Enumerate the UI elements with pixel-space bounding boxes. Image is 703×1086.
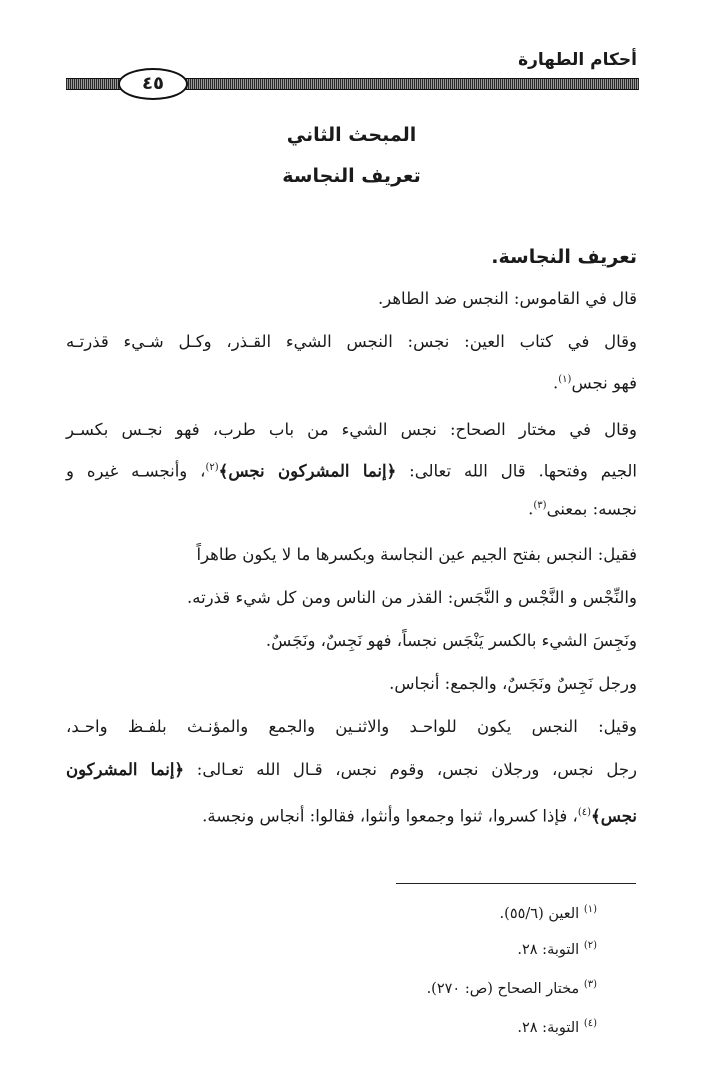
footnote-ref: (٣)	[533, 500, 547, 511]
body-line: ونَجِسَ الشيء بالكسر يَنْجَس نجساً، فهو نَجِسٌ، ونَجَسٌ.	[265, 631, 637, 650]
footnote-ref: (٤)	[577, 807, 592, 818]
body-line	[528, 494, 637, 522]
quran-verse: ﴿إنما المشركون نجس﴾	[218, 461, 397, 481]
body-line: وقال في كتاب العين: نجس: النجس الشيء القـذر، وكـل شـيء قذرتـه	[66, 332, 637, 351]
footnote-number: (٤)	[583, 1018, 597, 1029]
body-text: الجيم وفتحها. قال الله تعالى:	[396, 461, 637, 481]
footnote-number: (٢)	[583, 940, 597, 951]
footnote-text: مختار الصحاح (ص: ٢٧٠).	[426, 980, 580, 997]
body-text: نجسه: بمعنى	[546, 499, 637, 519]
body-text: ، وأنجسـه غيره و	[66, 461, 206, 481]
footnote-text: العين (٥٥/٦).	[499, 905, 580, 922]
quran-verse: ﴿إنما المشركون	[66, 760, 185, 779]
quran-verse: نجس﴾	[591, 806, 637, 826]
body-line: فقيل: النجس بفتح الجيم عين النجاسة وبكسرها ما لا يكون طاهراً	[196, 545, 637, 564]
footnote	[500, 900, 597, 924]
body-line: وقيل: النجس يكون للواحـد والاثنـين والجمع والمؤنـث بلفـظ واحـد،	[66, 717, 637, 736]
body-text: .	[553, 373, 559, 393]
footnote-ref: (١)	[558, 374, 572, 385]
footnote	[517, 1014, 597, 1038]
body-line	[66, 456, 637, 484]
body-line: قال في القاموس: النجس ضد الطاهر.	[378, 289, 637, 308]
section-subtitle: تعريف النجاسة	[282, 165, 421, 187]
body-text: رجل نجس، ورجلان نجس، وقوم نجس، قـال الله تعـالى:	[184, 760, 637, 779]
body-line: والنِّجْس و النَّجْس و النَّجَس: القذر من الناس ومن كل شيء قذرته.	[187, 588, 637, 607]
body-text: .	[528, 499, 534, 519]
section-title: المبحث الثاني	[286, 124, 417, 146]
body-line: ورجل نَجِسٌ ونَجَسٌ، والجمع: أنجاس.	[389, 674, 637, 693]
paragraph-heading: تعريف النجاسة.	[491, 246, 637, 268]
footnote	[427, 975, 597, 999]
body-text: فهو نجس	[571, 373, 637, 393]
body-line	[66, 758, 637, 782]
footnote	[517, 936, 597, 960]
footnote-ref: (٢)	[205, 462, 219, 473]
footnote-number: (١)	[583, 904, 597, 915]
body-line	[202, 801, 637, 829]
body-line	[553, 368, 637, 396]
body-text: ، فإذا كسروا، ثنوا وجمعوا وأنثوا، فقالوا: أنجاس ونجسة.	[202, 806, 578, 826]
body-line: وقال في مختار الصحاح: نجس الشيء من باب طرب، فهو نجـس بكسـر	[66, 420, 637, 439]
footnote-number: (٣)	[583, 979, 597, 990]
running-header-title: أحكام الطهارة	[518, 50, 637, 70]
footnote-separator	[396, 883, 636, 884]
page-number: ٤٥	[118, 68, 188, 100]
footnote-text: التوبة: ٢٨.	[517, 1019, 580, 1036]
footnote-text: التوبة: ٢٨.	[517, 941, 580, 958]
